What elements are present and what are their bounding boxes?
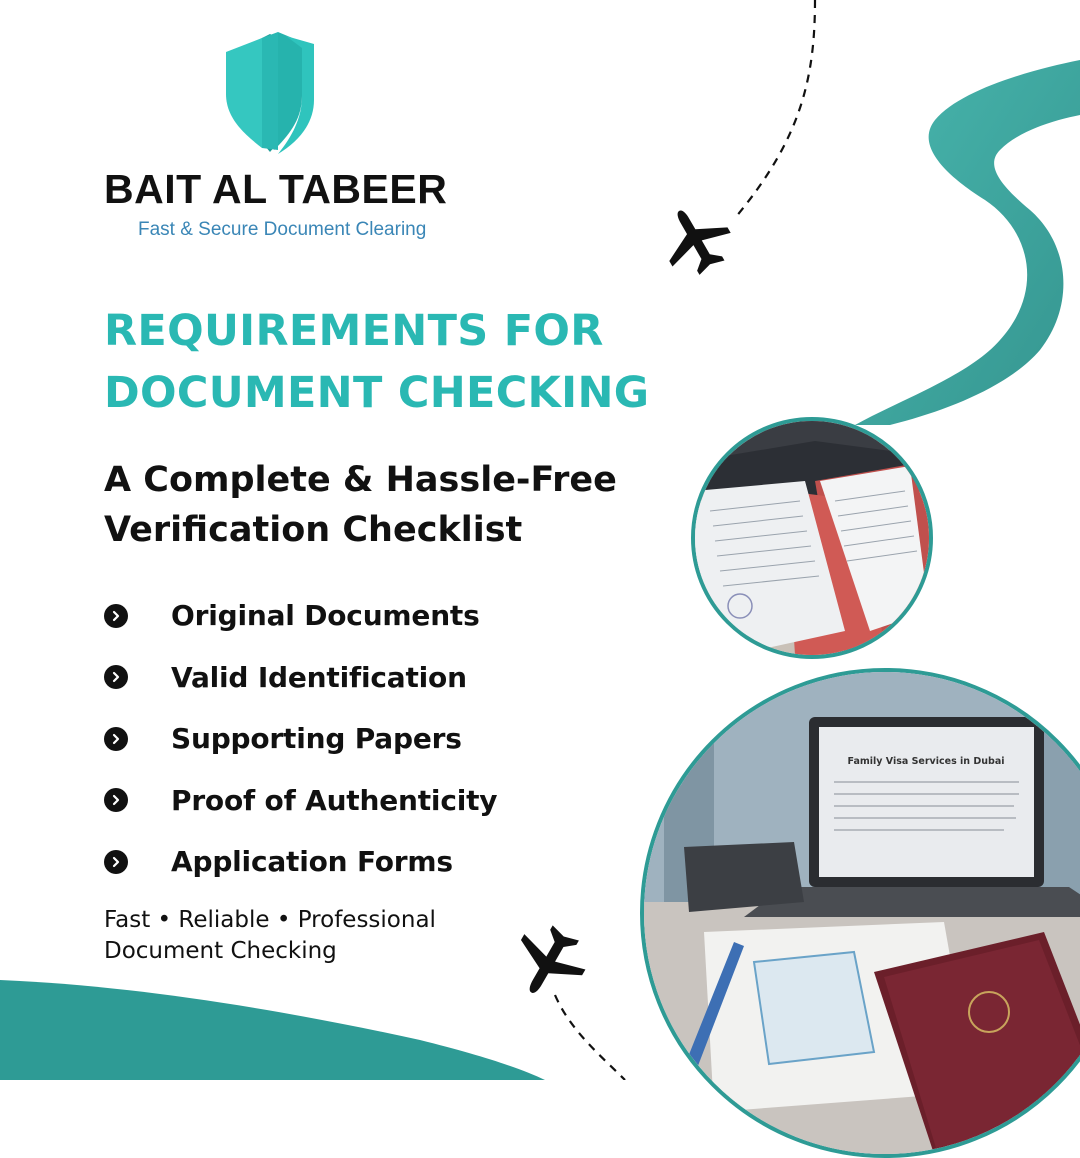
checklist-item-label: Supporting Papers	[171, 722, 462, 756]
footer-line-2: Document Checking	[104, 938, 337, 964]
bottom-wave	[0, 980, 545, 1080]
brand-tagline: Fast & Secure Document Clearing	[138, 219, 427, 240]
checklist-item-label: Original Documents	[171, 599, 480, 633]
chevron-right-icon	[104, 850, 128, 874]
flight-path-bottom	[555, 995, 625, 1080]
airplane-icon	[507, 920, 591, 1004]
subtitle	[104, 455, 617, 555]
checklist-item	[104, 770, 574, 832]
page-title-line-2: DOCUMENT CHECKING	[104, 368, 650, 418]
checklist-item	[104, 708, 574, 770]
footer-line-1: Fast • Reliable • Professional	[104, 907, 436, 933]
chevron-right-icon	[104, 788, 128, 812]
documents-photo	[691, 417, 933, 659]
laptop-screen-title: Family Visa Services in Dubai	[847, 756, 1005, 767]
flight-path-top	[735, 0, 815, 218]
ribbon-shape	[855, 60, 1080, 425]
footer-text	[104, 905, 436, 967]
subtitle-line-2: Verification Checklist	[104, 510, 523, 550]
airplane-icon	[656, 200, 736, 280]
checklist-item	[104, 647, 574, 709]
checklist-item-label: Valid Identification	[171, 660, 467, 694]
subtitle-line-1: A Complete & Hassle-Free	[104, 460, 617, 500]
chevron-right-icon	[104, 727, 128, 751]
checklist-item	[104, 831, 574, 893]
page-title	[104, 300, 649, 424]
checklist	[104, 585, 574, 893]
book-shield-icon	[222, 30, 318, 156]
brand-name: BAIT AL TABEER	[104, 166, 448, 212]
page-title-line-1: REQUIREMENTS FOR	[104, 306, 604, 356]
checklist-item	[104, 585, 574, 647]
checklist-item-label: Application Forms	[171, 845, 453, 879]
chevron-right-icon	[104, 665, 128, 689]
chevron-right-icon	[104, 604, 128, 628]
checklist-item-label: Proof of Authenticity	[171, 783, 498, 817]
